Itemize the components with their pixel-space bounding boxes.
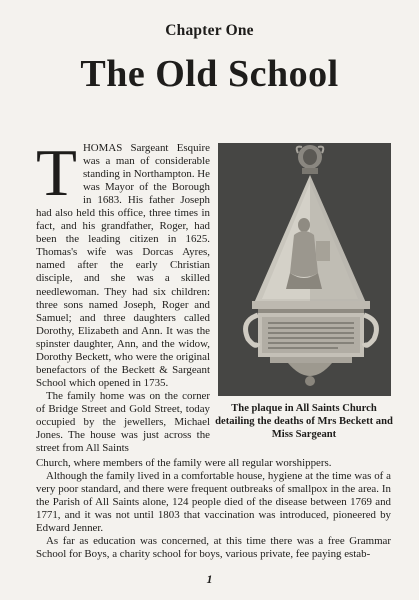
page-number: 1: [206, 572, 213, 586]
text-column: [36, 136, 210, 455]
plaque-photo: [218, 143, 391, 396]
chapter-label: Chapter One: [165, 22, 254, 39]
paragraph: As far as education was concerned, at this time there was a free Grammar School for Boys, a charity school for boys, various private, fee paying estab-: [36, 535, 391, 561]
drop-cap: T: [36, 136, 77, 210]
paragraph: HOMAS Sargeant Esquire was a man of considerable standing in Northampton. He was Mayor of the Borough in 1683. His father Joseph had also held this office, three times in fact, and his grandfather, Roger, had been the leading citizen in 1625. Thomas's wife was Dorcas Ayres, named after the early Christian disciple, and she was a skilled needlewoman. They had six children: three sons named Joseph, Roger and Samuel; and three daughters called Dorothy, Elizabeth and Ann. It was the spinster daughter, Ann, and the widow, Dorothy Beckett, who were the original benefactors of the Beckett & Sargeant School which opened in 1735.: [36, 142, 210, 389]
chapter-title: The Old School: [80, 53, 339, 95]
paragraph: Although the family lived in a comfortable house, hygiene at the time was of a very poor standard, and there were frequent outbreaks of smallpox in the area. In the Parish of All Saints alone, 124 people died of the disease between 1769 and 1771, and it was not until 1803 that vaccination was introduced, pioneered by Edward Jenner.: [36, 470, 391, 535]
full-width-text: [36, 457, 391, 561]
photo-caption: The plaque in All Saints Church detailing the deaths of Mrs Beckett and Miss Sargeant: [215, 403, 393, 440]
paragraph: The family home was on the corner of Bridge Street and Gold Street, today occupied by the jewellers, Michael Jones. The house was just across the street from All Saints: [36, 389, 210, 455]
paragraph-continuation: Church, where members of the family were all regular worshippers.: [36, 457, 332, 469]
plaque-image: [218, 143, 391, 396]
